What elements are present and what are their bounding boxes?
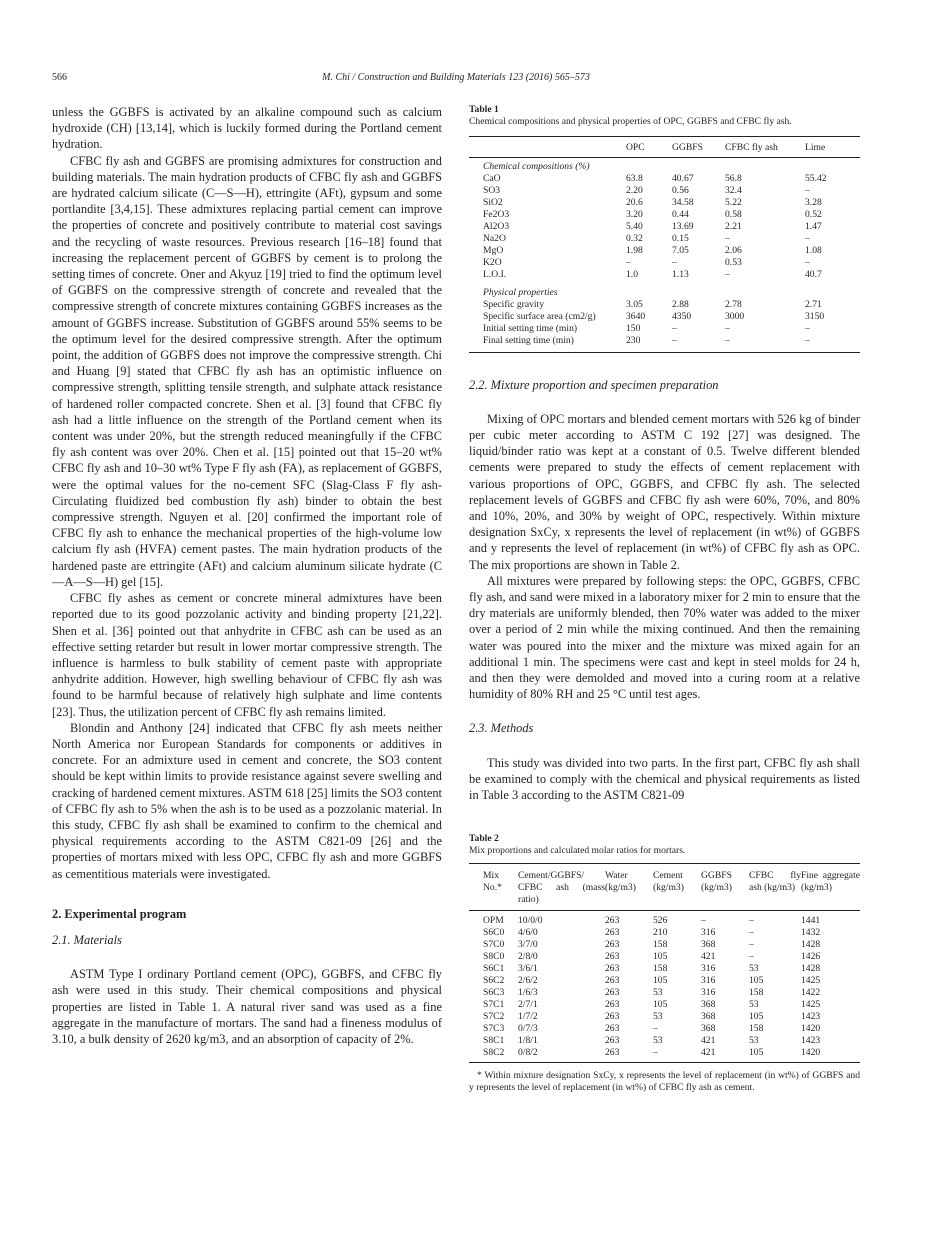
column-header: CFBC fly ash (kg/m3) bbox=[749, 864, 801, 911]
table-cell: – bbox=[749, 927, 754, 939]
paragraph: This study was divided into two parts. In the first part, CFBC fly ash shall be examined to comply with the chemical and physical requirements as listed in Table 3 according to the ASTM C821-09 bbox=[469, 755, 860, 802]
table-cell: – bbox=[805, 233, 810, 244]
table-cell: 1420 bbox=[801, 1047, 821, 1059]
table-caption-text: Mix proportions and calculated molar ratios for mortars. bbox=[469, 845, 686, 857]
table-cell: 158 bbox=[749, 1023, 764, 1035]
table-cell: 1425 bbox=[801, 999, 821, 1011]
column-header bbox=[469, 137, 626, 158]
table-row bbox=[469, 221, 860, 233]
table-cell: 3640 bbox=[626, 311, 646, 322]
table-label: Table 1 bbox=[469, 104, 499, 115]
column-header: Fine aggregate (kg/m3) bbox=[801, 864, 860, 911]
table-cell: 105 bbox=[749, 1047, 764, 1059]
paragraph: Blondin and Anthony [24] indicated that CFBC fly ash meets neither North America nor European Standards for components or additives in concrete. For an admixture used in cement and concrete, the SO3 content should be kept within limits to provide resistance against severe swelling and cracking of hardened cement mixtures. ASTM 618 [25] limits the SO3 content of CFBC fly ash to 5% when the ash is to be used as a pozzolanic material. In this study, CFBC fly ash shall be examined to confirm to the chemical and physical requirements according to the ASTM C821-09 [26] and the properties of mortars mixed with less OPC, CFBC fly ash and more GGBFS as cementitious materials were investigated. bbox=[52, 720, 442, 881]
table-row bbox=[469, 233, 860, 245]
table-cell: 2/7/1 bbox=[518, 999, 538, 1011]
table-row bbox=[469, 999, 860, 1011]
table-cell: 1.13 bbox=[672, 269, 689, 280]
table-row bbox=[469, 245, 860, 257]
table-cell: 13.69 bbox=[672, 221, 694, 232]
table-cell: 3.05 bbox=[626, 299, 643, 310]
table-cell: 3/7/0 bbox=[518, 939, 538, 951]
right-column bbox=[469, 104, 860, 1094]
table-cell: 4350 bbox=[672, 311, 692, 322]
table-cell: S7C1 bbox=[483, 999, 505, 1011]
subsection-heading: 2.2. Mixture proportion and specimen preparation bbox=[469, 377, 719, 392]
table-cell: 1441 bbox=[801, 915, 821, 927]
table-cell: 368 bbox=[701, 939, 716, 951]
table-cell: 53 bbox=[749, 963, 759, 975]
table-cell: – bbox=[749, 939, 754, 951]
table-cell: 421 bbox=[701, 1035, 716, 1047]
table-cell: 5.40 bbox=[626, 221, 643, 232]
table-cell: 1423 bbox=[801, 1011, 821, 1023]
table-cell: 1428 bbox=[801, 939, 821, 951]
table-caption-text: Chemical compositions and physical properties of OPC, GGBFS and CFBC fly ash. bbox=[469, 116, 792, 127]
table-cell: 105 bbox=[653, 951, 668, 963]
table-row bbox=[469, 299, 860, 311]
column-header: Mix No.* bbox=[469, 864, 518, 911]
table-cell: – bbox=[805, 335, 810, 346]
column-header: GGBFS bbox=[672, 137, 725, 158]
page-header bbox=[52, 72, 860, 86]
paragraph: ASTM Type I ordinary Portland cement (OPC), GGBFS, and CFBC fly ash were used in this study. Their chemical compositions and physical properties are listed in Table 1. A natural river sand was used as a fine aggregate in the manufacture of mortars. The sand had a fineness modulus of 3.10, a bulk density of 2620 kg/m3, and an absorption of capacity of 2%. bbox=[52, 967, 442, 1046]
table-cell: – bbox=[749, 915, 754, 927]
table-cell: 1/7/2 bbox=[518, 1011, 538, 1023]
table-cell: 316 bbox=[701, 927, 716, 939]
row-label: L.O.I. bbox=[483, 269, 507, 280]
table-cell: – bbox=[725, 233, 730, 244]
paragraph: Mixing of OPC mortars and blended cement mortars with 526 kg of binder per cubic meter according to ASTM C 192 [27] was designed. The liquid/binder ratio was kept at a constant of 0.5. Twelve different blended cements were prepared to study the effects of cement replacement with various proportions of OPC, GGBFS, and CFBC fly ash. The selected replacement levels of GGBFS and CFBC fly ash were 60%, 70%, and 80% and 10%, 20%, and 30% by weight of OPC, respectively. Within mixture designation SxCy, x represents the level of replacement (in wt%) of GGBFS and y represents the level of replacement (in wt%) of CFBC fly ash as OPC. The mix proportions are shown in Table 2. bbox=[469, 411, 860, 572]
table-cell: 316 bbox=[701, 975, 716, 987]
table-cell: 263 bbox=[605, 927, 620, 939]
table-row bbox=[469, 209, 860, 221]
table-cell: 32.4 bbox=[725, 185, 742, 196]
table-row bbox=[469, 911, 860, 928]
row-label: Specific gravity bbox=[483, 299, 545, 310]
table-cell: S7C0 bbox=[483, 939, 505, 951]
table-cell: 263 bbox=[605, 915, 620, 927]
row-label: Final setting time (min) bbox=[483, 335, 574, 346]
table-cell: 40.7 bbox=[805, 269, 822, 280]
table-cell: 3/6/1 bbox=[518, 963, 538, 975]
table-cell: 40.67 bbox=[672, 173, 694, 184]
table-cell: S6C2 bbox=[483, 975, 505, 987]
table-cell: S8C0 bbox=[483, 951, 505, 963]
column-header: GGBFS (kg/m3) bbox=[701, 864, 749, 911]
table-cell: 53 bbox=[653, 987, 663, 999]
table-cell: 105 bbox=[653, 999, 668, 1011]
table-cell: 263 bbox=[605, 951, 620, 963]
table-cell: 2.78 bbox=[725, 299, 742, 310]
table-cell: 53 bbox=[653, 1035, 663, 1047]
table-cell: – bbox=[626, 257, 631, 268]
table-cell: – bbox=[701, 915, 706, 927]
table-cell: 2.88 bbox=[672, 299, 689, 310]
table-cell: 0.44 bbox=[672, 209, 689, 220]
table-cell: 2.21 bbox=[725, 221, 742, 232]
table-row bbox=[469, 927, 860, 939]
table-cell: 1423 bbox=[801, 1035, 821, 1047]
table-cell: – bbox=[805, 257, 810, 268]
table-cell: – bbox=[805, 185, 810, 196]
table-cell: S6C3 bbox=[483, 987, 505, 999]
table-1 bbox=[469, 136, 860, 353]
table-cell: – bbox=[672, 323, 677, 334]
column-header: Cement (kg/m3) bbox=[653, 864, 701, 911]
table-cell: 158 bbox=[653, 963, 668, 975]
table-cell: 3.20 bbox=[626, 209, 643, 220]
table-cell: 1426 bbox=[801, 951, 821, 963]
table-cell: 263 bbox=[605, 1035, 620, 1047]
column-header: CFBC fly ash bbox=[725, 137, 805, 158]
table-cell: S8C1 bbox=[483, 1035, 505, 1047]
table-cell: 3.28 bbox=[805, 197, 822, 208]
column-header: OPC bbox=[626, 137, 672, 158]
table-row bbox=[469, 269, 860, 281]
table-cell: 421 bbox=[701, 951, 716, 963]
paragraph: CFBC fly ashes as cement or concrete mineral admixtures have been reported due to its good pozzolanic activity and binding property [21,22]. Shen et al. [36] pointed out that anhydrite in CFBC ash can be used as an effective setting retarder but result in lower mortar compressive strength. The influence is harmless to bulk stability of cement paste with appropriate anhydrite addition. However, high swelling behaviour of CFBC fly ash was found to be harmful because of relatively high sulphate and lime contents [23]. Thus, the utilization percent of CFBC fly ash remains limited. bbox=[52, 591, 442, 719]
table-cell: 2/8/0 bbox=[518, 951, 538, 963]
table-cell: 53 bbox=[749, 999, 759, 1011]
table-cell: 5.22 bbox=[725, 197, 742, 208]
table1-caption bbox=[469, 104, 860, 128]
row-label: K2O bbox=[483, 257, 502, 268]
table-2 bbox=[469, 863, 860, 1063]
table-cell: 53 bbox=[653, 1011, 663, 1023]
subsection-heading: 2.3. Methods bbox=[469, 721, 534, 736]
table-cell: 210 bbox=[653, 927, 668, 939]
table-cell: 1425 bbox=[801, 975, 821, 987]
table-cell: 263 bbox=[605, 939, 620, 951]
table-cell: S8C2 bbox=[483, 1047, 505, 1059]
table-cell: 1432 bbox=[801, 927, 821, 939]
table-row bbox=[469, 939, 860, 951]
table-cell: 105 bbox=[749, 1011, 764, 1023]
table-cell: – bbox=[725, 323, 730, 334]
journal-citation: M. Chi / Construction and Building Materials 123 (2016) 565–573 bbox=[322, 72, 590, 83]
table-group-label: Chemical compositions (%) bbox=[483, 161, 590, 172]
table-cell: 0.53 bbox=[725, 257, 742, 268]
table-group-label: Physical properties bbox=[483, 287, 558, 298]
table-cell: 2.71 bbox=[805, 299, 822, 310]
table-cell: 368 bbox=[701, 999, 716, 1011]
table-cell: – bbox=[653, 1047, 658, 1059]
table-cell: 2.06 bbox=[725, 245, 742, 256]
table-cell: 3000 bbox=[725, 311, 745, 322]
table-cell: 10/0/0 bbox=[518, 915, 543, 927]
table-cell: 55.42 bbox=[805, 173, 827, 184]
row-label: SiO2 bbox=[483, 197, 503, 208]
table2-caption bbox=[469, 833, 860, 857]
table-cell: 53 bbox=[749, 1035, 759, 1047]
table-cell: 0.32 bbox=[626, 233, 643, 244]
table-cell: 0.58 bbox=[725, 209, 742, 220]
table-cell: 0.56 bbox=[672, 185, 689, 196]
table-cell: 1.98 bbox=[626, 245, 643, 256]
table-cell: 7.05 bbox=[672, 245, 689, 256]
table-row bbox=[469, 311, 860, 323]
table-cell: 1.08 bbox=[805, 245, 822, 256]
table-row bbox=[469, 257, 860, 269]
table-footnote: * Within mixture designation SxCy, x represents the level of replacement (in wt%) of GGBFS and y represents the level of replacement (in wt%) of CFBC fly ash as cement. bbox=[469, 1070, 860, 1094]
row-label: Specific surface area (cm2/g) bbox=[483, 311, 596, 322]
column-header: Water (kg/m3) bbox=[605, 864, 653, 911]
table-cell: 2/6/2 bbox=[518, 975, 538, 987]
row-label: Initial setting time (min) bbox=[483, 323, 578, 334]
section-heading: 2. Experimental program bbox=[52, 906, 187, 921]
table-cell: – bbox=[749, 951, 754, 963]
table-cell: 1/6/3 bbox=[518, 987, 538, 999]
table-cell: 263 bbox=[605, 963, 620, 975]
table-cell: 230 bbox=[626, 335, 641, 346]
table-cell: 316 bbox=[701, 963, 716, 975]
table-cell: 368 bbox=[701, 1023, 716, 1035]
table-cell: – bbox=[672, 335, 677, 346]
table-cell: 421 bbox=[701, 1047, 716, 1059]
table-cell: 1422 bbox=[801, 987, 821, 999]
row-label: Al2O3 bbox=[483, 221, 510, 232]
table-cell: 0.52 bbox=[805, 209, 822, 220]
left-column bbox=[52, 104, 442, 1047]
table-row bbox=[469, 323, 860, 335]
table-cell: S6C1 bbox=[483, 963, 505, 975]
table-cell: 34.58 bbox=[672, 197, 694, 208]
table-2-body bbox=[469, 911, 860, 1063]
table-cell: 0/7/3 bbox=[518, 1023, 538, 1035]
row-label: CaO bbox=[483, 173, 501, 184]
table-label: Table 2 bbox=[469, 833, 499, 845]
table-cell: 263 bbox=[605, 1047, 620, 1059]
table-cell: 105 bbox=[749, 975, 764, 987]
table-cell: 150 bbox=[626, 323, 641, 334]
table-cell: 56.8 bbox=[725, 173, 742, 184]
table-cell: 20.6 bbox=[626, 197, 643, 208]
table-cell: 3150 bbox=[805, 311, 825, 322]
paragraph: All mixtures were prepared by following steps: the OPC, GGBFS, CFBC fly ash, and sand were mixed in a laboratory mixer for 2 min to ensure that the dry materials are uniformly blended, then 70% water was added to the mixer over a period of 2 min while the mixing continued. And then the remaining water was poured into the mixer and the mixture was mixed again for an additional 1 min. The specimens were cast and kept in steel molds for 24 h, and then they were demolded and moved into a curing room at a relative humidity of 80% RH and 25 °C until test ages. bbox=[469, 573, 860, 702]
table-header-row bbox=[469, 864, 860, 911]
subsection-heading: 2.1. Materials bbox=[52, 932, 122, 947]
table-cell: – bbox=[725, 269, 730, 280]
table-cell: – bbox=[725, 335, 730, 346]
table-row bbox=[469, 185, 860, 197]
row-label: SO3 bbox=[483, 185, 501, 196]
table-cell: 1.47 bbox=[805, 221, 822, 232]
table-row bbox=[469, 1035, 860, 1047]
table-cell: 263 bbox=[605, 975, 620, 987]
table-row bbox=[469, 951, 860, 963]
table-1-body bbox=[469, 158, 860, 353]
table-header-row bbox=[469, 137, 860, 158]
table-cell: S7C3 bbox=[483, 1023, 505, 1035]
table-cell: 105 bbox=[653, 975, 668, 987]
table-row bbox=[469, 335, 860, 352]
table-cell: 0.15 bbox=[672, 233, 689, 244]
table-row bbox=[469, 1011, 860, 1023]
table-row bbox=[469, 197, 860, 209]
table-cell: 1.0 bbox=[626, 269, 638, 280]
column-header: Lime bbox=[805, 137, 860, 158]
table-cell: S6C0 bbox=[483, 927, 505, 939]
table-cell: 526 bbox=[653, 915, 668, 927]
table-cell: – bbox=[653, 1023, 658, 1035]
table-cell: 2.20 bbox=[626, 185, 643, 196]
page-number: 566 bbox=[52, 72, 67, 83]
row-label: MgO bbox=[483, 245, 504, 256]
paragraph: unless the GGBFS is activated by an alkaline compound such as calcium hydroxide (CH) [13,14], which is luckily formed during the Portland cement hydration. bbox=[52, 105, 442, 152]
table-cell: 158 bbox=[653, 939, 668, 951]
table-row bbox=[469, 1023, 860, 1035]
table-cell: 263 bbox=[605, 1023, 620, 1035]
table-cell: 4/6/0 bbox=[518, 927, 538, 939]
table-row bbox=[469, 975, 860, 987]
row-label: Fe2O3 bbox=[483, 209, 510, 220]
paragraph: CFBC fly ash and GGBFS are promising admixtures for construction and building materials. The main hydration products of CFBC fly ash and GGBFS are hydrated calcium silicate (C—S—H), ettringite (AFt), gypsum and some portlandite [3,4,15]. These admixtures replacing partial cement can improve the properties of concrete and positively contribute to material cost savings and the recycling of waste resources. Previous research [16–18] found that increasing the replacement percent of GGBFS by cement is to prolong the setting times of concrete. Oner and Akyuz [19] tried to find the optimum level of GGBFS on the compressive strength of concrete and revealed that the compressive strength of concrete mixtures containing GGBFS increases as the amount of GGBFS increase. Substitution of GGBFS around 55% seems to be the optimum level for the desired compressive strength. After the optimum point, the addition of GGBFS does not improve the compressive strength. Chi and Huang [9] stated that CFBC fly ash has an optimistic influence on compressive strength, splitting tensile strength, and sulphate attack resistance of hardened roller compacted concrete. Shen et al. [3] found that CFBC fly ash had a little influence on the strength of the Portland cement when its content was under 20%, but the strength reduced meaningfully if the CFBC fly ash content was over 20%. Chen et al. [15] pointed out that 15–20 wt% CFBC fly ash and 10–30 wt% Type F fly ash (FA), as replacement of GGBFS, were the optimal values for the no-cement SFC (Slag-Class F fly ash-Circulating fluidized bed combustion fly ash) binder to obtain the best compressive strength. Nguyen et al. [20] confirmed the important role of CFBC fly ash to enhance the mechanical properties of the high-volume low calcium fly ash (HVFA) cement pastes. The main hydration products of the hardened paste are ettringite (AFt) and calcium aluminum silicate hydrate (C—A—S—H) gel [15]. bbox=[52, 153, 442, 589]
table-cell: 0/8/2 bbox=[518, 1047, 538, 1059]
table-cell: 1/8/1 bbox=[518, 1035, 538, 1047]
table-cell: 63.8 bbox=[626, 173, 643, 184]
column-header: Cement/GGBFS/ CFBC ash (mass ratio) bbox=[518, 864, 605, 911]
table-row bbox=[469, 987, 860, 999]
table-cell: 158 bbox=[749, 987, 764, 999]
table-cell: 1420 bbox=[801, 1023, 821, 1035]
table-cell: 263 bbox=[605, 999, 620, 1011]
table-row bbox=[469, 1047, 860, 1063]
table-cell: OPM bbox=[483, 915, 504, 927]
table-cell: 316 bbox=[701, 987, 716, 999]
table-cell: 368 bbox=[701, 1011, 716, 1023]
table-cell: 263 bbox=[605, 1011, 620, 1023]
table-cell: 263 bbox=[605, 987, 620, 999]
table-cell: S7C2 bbox=[483, 1011, 505, 1023]
table-cell: – bbox=[805, 323, 810, 334]
table-row bbox=[469, 173, 860, 185]
table-row bbox=[469, 963, 860, 975]
table-cell: – bbox=[672, 257, 677, 268]
row-label: Na2O bbox=[483, 233, 506, 244]
table-cell: 1428 bbox=[801, 963, 821, 975]
